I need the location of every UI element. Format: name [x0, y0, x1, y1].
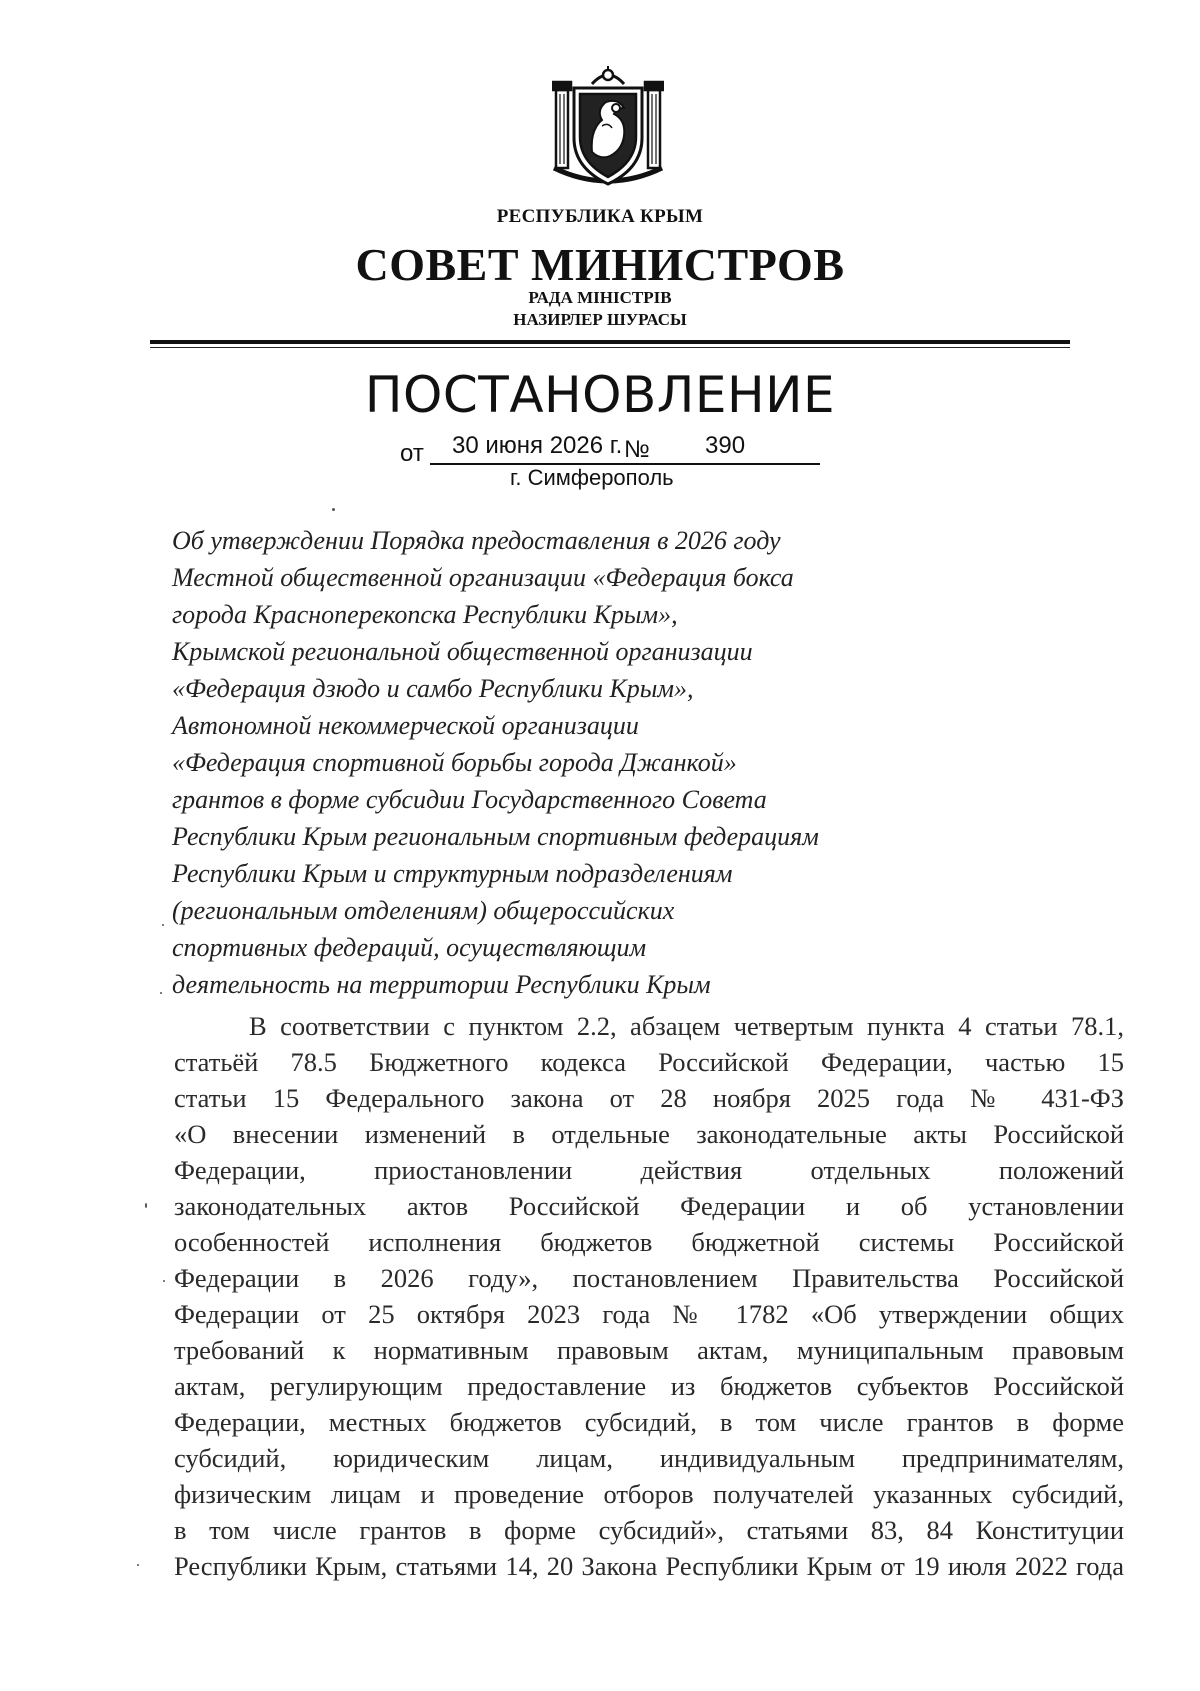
council-name-ukrainian: РАДА МІНІСТРІВ	[528, 288, 672, 307]
title-line: Об утверждении Порядка предоставления в 2026 году	[172, 526, 781, 555]
body-line: Федерации, приостановлении действия отдельных положений	[174, 1155, 1124, 1185]
body-line: особенностей исполнения бюджетов бюджетной системы Российской	[174, 1227, 1124, 1257]
title-line: Местной общественной организации «Федерация бокса	[172, 563, 794, 592]
body-line: в том числе грантов в форме субсидий», статьями 83, 84 Конституции	[174, 1515, 1124, 1545]
document-type-title: ПОСТАНОВЛЕНИЕ	[364, 366, 836, 424]
coat-of-arms-emblem	[552, 64, 664, 190]
council-of-ministers-heading: СОВЕТ МИНИСТРОВ	[355, 239, 845, 290]
header-divider-thick	[150, 340, 1070, 344]
date-number-row	[400, 434, 820, 468]
scan-speck	[332, 508, 335, 511]
number-sign: №	[624, 436, 650, 463]
republic-name: РЕСПУБЛИКА КРЫМ	[496, 206, 704, 227]
scan-speck	[145, 1203, 147, 1208]
body-line: субсидий, юридическим лицам, индивидуальным предпринимателям,	[174, 1443, 1124, 1473]
body-line: «О внесении изменений в отдельные законодательные акты Российской	[174, 1119, 1124, 1149]
title-line: деятельность на территории Республики Крым	[172, 970, 711, 999]
body-line: статьи 15 Федерального закона от 28 ноября 2025 года № 431-ФЗ	[174, 1083, 1124, 1113]
scan-speck	[160, 992, 162, 994]
header-divider-thin	[150, 347, 1070, 348]
title-line: спортивных федераций, осуществляющим	[172, 933, 647, 962]
body-line: законодательных актов Российской Федерации и об установлении	[174, 1191, 1124, 1221]
scan-speck	[137, 1564, 139, 1566]
scan-speck	[163, 1280, 165, 1282]
body-line: Федерации в 2026 году», постановлением Правительства Российской	[174, 1263, 1124, 1293]
document-number: 390	[705, 432, 746, 459]
body-line: актам, регулирующим предоставление из бюджетов субъектов Российской	[174, 1371, 1124, 1401]
document-body-paragraph	[174, 1008, 1124, 1584]
title-line: «Федерация дзюдо и самбо Республики Крым»,	[172, 674, 694, 703]
title-line: Автономной некоммерческой организации	[172, 711, 639, 740]
document-date: 30 июня 2026 г.	[452, 432, 623, 459]
title-line: Крымской региональной общественной организации	[172, 637, 753, 666]
body-line: физическим лицам и проведение отборов получателей указанных субсидий,	[174, 1479, 1124, 1509]
body-line: статьёй 78.5 Бюджетного кодекса Российской Федерации, частью 15	[174, 1047, 1124, 1077]
title-line: грантов в форме субсидии Государственного Совета	[172, 785, 767, 814]
title-line: Республики Крым и структурным подразделениям	[172, 859, 733, 888]
document-city: г. Симферополь	[510, 465, 674, 490]
document-subject-title	[172, 522, 932, 1003]
body-line: Федерации, местных бюджетов субсидий, в том числе грантов в форме	[174, 1407, 1124, 1437]
body-line: требований к нормативным правовым актам, муниципальным правовым	[174, 1335, 1124, 1365]
title-line: Республики Крым региональным спортивным федерациям	[172, 822, 819, 851]
title-line: города Красноперекопска Республики Крым»,	[172, 600, 678, 629]
scan-speck	[162, 924, 164, 926]
title-line: (региональным отделениям) общероссийских	[172, 896, 675, 925]
body-line: Федерации от 25 октября 2023 года № 1782 «Об утверждении общих	[174, 1299, 1124, 1329]
body-line: В соответствии с пунктом 2.2, абзацем четвертым пункта 4 статьи 78.1,	[249, 1011, 1124, 1041]
council-name-crimean-tatar: НАЗИРЛЕР ШУРАСЫ	[513, 310, 687, 329]
title-line: «Федерация спортивной борьбы города Джанкой»	[172, 748, 737, 777]
date-prefix: от	[400, 440, 424, 467]
body-line: Республики Крым, статьями 14, 20 Закона Республики Крым от 19 июля 2022 года	[174, 1551, 1124, 1581]
